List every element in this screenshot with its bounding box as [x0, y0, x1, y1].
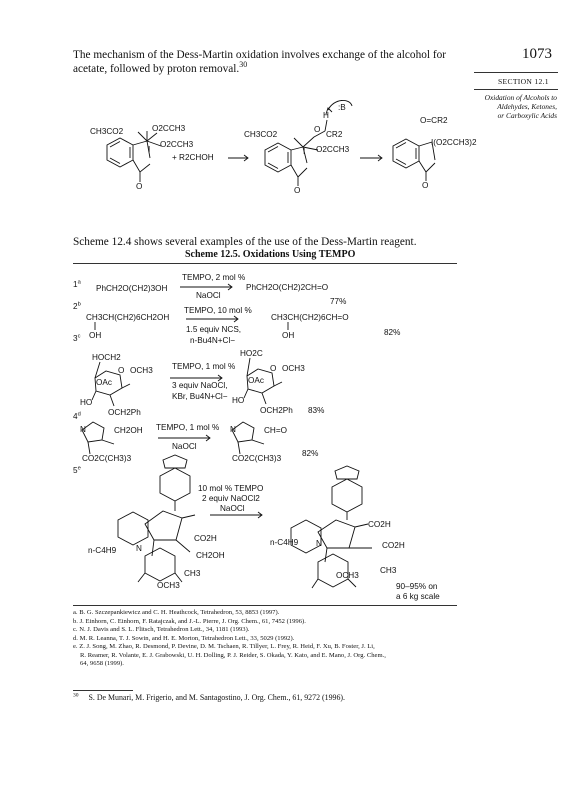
mech-reactant-right1: O2CCH3 [152, 124, 186, 133]
entry-3-product-oac: OAc [248, 376, 264, 385]
entry-2-conditions-below-1: 1.5 equiv NCS, [186, 325, 242, 334]
mech-int-base: :B [338, 103, 346, 112]
entry-5-product-ch3: CH3 [380, 566, 397, 575]
entry-4-product-boc: CO2C(CH3)3 [232, 454, 282, 463]
mech-reactant-right2: O2CCH3 [160, 140, 194, 149]
footnote-rule [73, 690, 133, 691]
entry-3-reactant-ho: HO [80, 398, 93, 407]
scheme-12-5-title: Scheme 12.5. Oxidations Using TEMPO [185, 249, 356, 260]
footnote-e-3: 64, 9658 (1999). [80, 660, 124, 667]
entry-4-product-n: N [230, 425, 236, 434]
entry-4-conditions-below: NaOCl [172, 442, 197, 451]
mech-reactant-o-bottom: O [136, 182, 143, 191]
entry-5-reactant-n: N [136, 544, 142, 553]
entry-5-product-och3: OCH3 [336, 571, 359, 580]
mech-int-cr2: CR2 [326, 130, 343, 139]
entry-4-product-cho: CH=O [264, 426, 287, 435]
mech-int-o-bottom: O [294, 186, 301, 195]
entry-2-conditions-below-2: n-Bu4N+Cl− [190, 336, 236, 345]
entry-2-conditions-above: TEMPO, 10 mol % [184, 306, 252, 315]
intro-ref: 30 [239, 60, 248, 70]
sidebar-line-2: Aldehydes, Ketones, [497, 102, 557, 111]
entry-1-conditions-above: TEMPO, 2 mol % [182, 273, 246, 282]
entry-3-product-och3: OCH3 [282, 364, 305, 373]
entry-3-reactant-och2ph: OCH2Ph [108, 408, 141, 417]
entry-2-product-oh: OH [282, 331, 295, 340]
entry-1-number: 1$^a$ [73, 279, 81, 289]
footnote-c: c. N. J. Davis and S. L. Flitsch, Tetrahedron Lett., 34, 1181 (1993). [73, 626, 250, 633]
entry-5-reactant-ch2oh: CH2OH [196, 551, 225, 560]
mech-prod-iodine: I(O2CCH3)2 [431, 138, 477, 147]
entry-3-product-och2ph: OCH2Ph [260, 406, 293, 415]
intro-text: The mechanism of the Dess-Martin oxidation involves exchange of the alcohol for acetate, followed by proton removal. [73, 49, 447, 75]
page-number: 1073 [522, 46, 552, 62]
entry-3-yield: 83% [308, 406, 325, 415]
entry-3-reactant-top: HOCH2 [92, 353, 121, 362]
entry-3-reactant-och3: OCH3 [130, 366, 153, 375]
entry-4-number: 4$^d$ [73, 411, 81, 421]
entry-4-reactant-n: N [80, 425, 86, 434]
footnotes [73, 609, 513, 669]
footnote-30-number: 30 [73, 692, 79, 699]
entry-4-yield: 82% [302, 449, 319, 458]
entry-5-reactant-ch3: CH3 [184, 569, 201, 578]
entry-5-conditions-3: NaOCl [220, 504, 245, 513]
entry-3-conditions-below-1: 3 equiv NaOCl, [172, 381, 228, 390]
entry-3-conditions-below-2: KBr, Bu4N+Cl− [172, 392, 228, 401]
entry-3-product-o: O [270, 364, 277, 373]
entry-5-conditions-1: 10 mol % TEMPO [198, 484, 264, 493]
entry-5-product-n: N [316, 539, 322, 548]
mech-prod-carbonyl: O=CR2 [420, 116, 448, 125]
mech-int-left: CH3CO2 [244, 130, 278, 139]
mech-int-h: H [323, 111, 329, 120]
entry-1-reactant: PhCH2O(CH2)3OH [96, 284, 168, 293]
footnote-30 [73, 694, 513, 703]
entry-1-conditions-below: NaOCl [196, 291, 221, 300]
footnote-30-text: S. De Munari, M. Frigerio, and M. Santagostino, J. Org. Chem., 61, 9272 (1996). [88, 693, 346, 702]
entry-5-yield-1: 90–95% on [396, 582, 438, 591]
mech-prod-o-bottom: O [422, 181, 429, 190]
footnote-e-1: e. Z. J. Song, M. Zhao, R. Desmond, P. Devine, D. M. Tschaen, R. Tillyer, L. Frey, R. Heid, F. Xu, B. Foster, J. Li, [73, 643, 375, 650]
mech-int-iodine: I [303, 147, 306, 156]
entry-2-number: 2$^b$ [73, 301, 81, 311]
sidebar-line-3: or Carboxylic Acids [497, 111, 557, 120]
footnote-e-2: R. Reamer, R. Volante, E. J. Grabowski, U. H. Dolling, P. J. Reider, S. Okada, Y. Kato, and E. Mano, J. Org. Chem., [80, 651, 386, 659]
footnote-a: a. B. G. Szczepankiewicz and C. H. Heathcock, Tetrahedron, 53, 8853 (1997). [73, 609, 280, 616]
entry-2-yield: 82% [384, 328, 401, 337]
entry-2-reactant-oh: OH [89, 331, 102, 340]
entry-5-reactant-co2h: CO2H [194, 534, 217, 543]
entry-4-reactant-boc: CO2C(CH3)3 [82, 454, 132, 463]
entry-3-reactant-o: O [118, 366, 125, 375]
entry-4-conditions-above: TEMPO, 1 mol % [156, 423, 220, 432]
mech-reactant-iodine: I [148, 145, 151, 154]
entry-5-product-co2h-1: CO2H [368, 520, 391, 529]
entry-3-conditions-above: TEMPO, 1 mol % [172, 362, 236, 371]
entry-1-yield: 77% [330, 297, 347, 306]
footnote-b: b. J. Einhorn, C. Einhorn, F. Ratajczak, and J.-L. Pierre, J. Org. Chem., 61, 7452 (1996). [73, 617, 306, 625]
entry-3-reactant-oac: OAc [96, 378, 112, 387]
entry-4-reactant-ch2oh: CH2OH [114, 426, 143, 435]
scheme-12-4-text: Scheme 12.4 shows several examples of the use of the Dess-Martin reagent. [73, 236, 417, 248]
entry-3-product-ho: HO [232, 396, 245, 405]
entry-5-product-co2h-2: CO2H [382, 541, 405, 550]
entry-5-number: 5e [73, 465, 81, 475]
mech-int-top-o: O [314, 125, 321, 134]
entry-5-product-nc4h9: n-C4H9 [270, 538, 299, 547]
mech-plus-reagent: + R2CHOH [172, 153, 214, 162]
entry-5-reactant-nc4h9: n-C4H9 [88, 546, 117, 555]
entry-3-number: 3$^c$ [73, 333, 81, 343]
entry-5-reactant-och3: OCH3 [157, 581, 180, 590]
entry-1-product: PhCH2O(CH2)2CH=O [246, 283, 329, 292]
mech-reactant-left: CH3CO2 [90, 127, 124, 136]
entry-2-product: CH3CH(CH2)6CH=O [271, 313, 349, 322]
mech-int-o2: O2CCH3 [316, 145, 350, 154]
entry-2-reactant: CH3CH(CH2)6CH2OH [86, 313, 170, 322]
entry-3-product-top: HO2C [240, 349, 263, 358]
footnote-d: d. M. R. Leanna, T. J. Sowin, and H. E. Morton, Tetrahedron Lett., 33, 5029 (1992). [73, 634, 295, 642]
scheme-bottom-rule [73, 605, 457, 606]
section-label: SECTION 12.1 [498, 77, 549, 86]
entry-5-conditions-2: 2 equiv NaOCl2 [202, 494, 260, 503]
sidebar-line-1: Oxidation of Alcohols to [484, 93, 557, 102]
entry-5-yield-2: a 6 kg scale [396, 592, 440, 601]
